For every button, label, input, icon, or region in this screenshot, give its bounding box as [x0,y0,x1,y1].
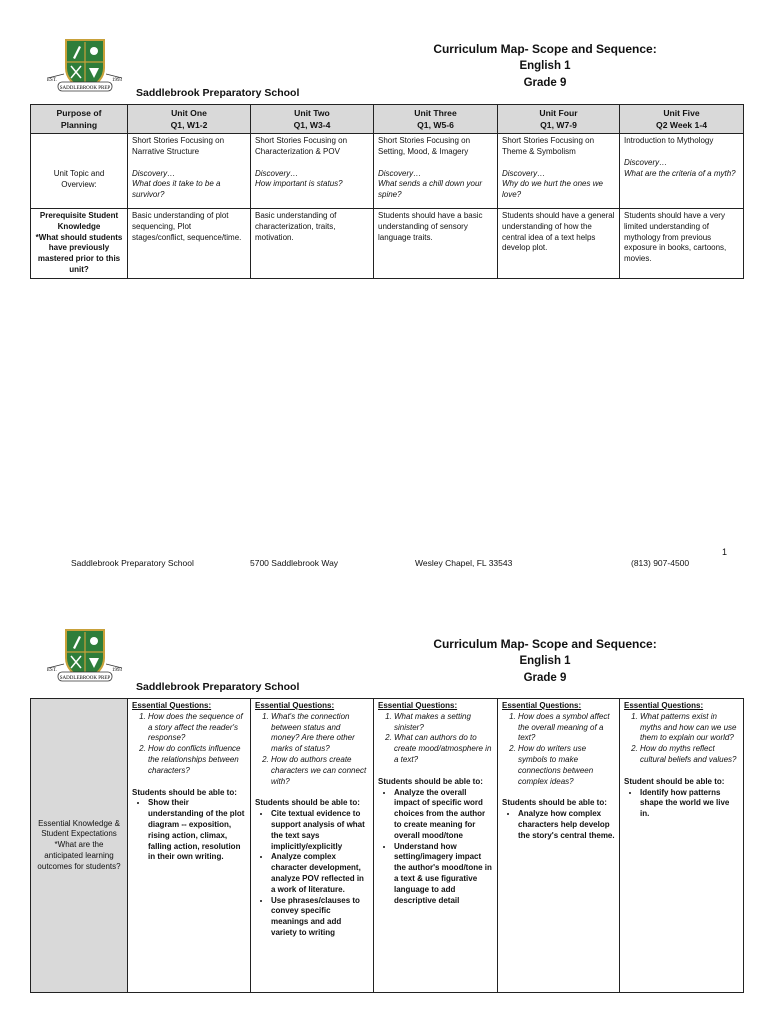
school-crest-logo [44,38,126,98]
skill-item: • Analyze the overall impact of specific word choices from the author to create meaning for overall mood/tone [394,788,493,842]
school-name: Saddlebrook Preparatory School [136,87,300,99]
header-unit: Unit One Q1, W1-2 [128,105,251,134]
curriculum-table-p2 [30,698,744,993]
title-block [400,636,690,687]
page-number: 1 [722,547,728,557]
essential-cell: Essential Questions: 1. What's the connection between status and money? Are there other marks of status? 2. How do authors create characters we can connect with? Students should be able to: • Cite textual evidence to support analysis of what the text says implicitly/explicitly • Analyze complex character development, analyze POV reflected in a work of literature. • Use phrases/clauses to convey specific meanings and add variety to writing [251,699,374,993]
course-name: English 1 [519,655,571,667]
grade-level: Grade 9 [523,77,567,89]
question-item: 1. How does the sequence of a story affect the reader's response? [148,712,246,744]
title-block [400,41,690,92]
essential-cell: Essential Questions: 1. How does the sequence of a story affect the reader's response? 2. How do conflicts influence the relationships between characters? Students should be able to: • Show their understanding of the plot diagram -- exposition, rising action, climax, falling action, resolution in their own writing. [128,699,251,993]
prereq-cell: Students should have a very limited understanding of mythology from previous exposure in books, cartoons, movies. [620,209,744,279]
logo-banner: SADDLEBROOK PREP [59,86,111,91]
unit-topic-row [31,134,744,209]
question-item: 2. What can authors do to create mood/atmosphere in a text? [394,733,493,765]
logo-banner: SADDLEBROOK PREP [59,676,111,681]
topic-cell: Introduction to Mythology Discovery… What are the criteria of a myth? [620,134,744,209]
topic-cell: Short Stories Focusing on Theme & Symbolism Discovery… Why do we hurt the ones we love? [498,134,620,209]
grade-level: Grade 9 [523,672,567,684]
essential-cell: Essential Questions: 1. What makes a setting sinister? 2. What can authors do to create mood/atmosphere in a text? Students should be able to: • Analyze the overall impact of specific word choices from the author to create meaning for overall mood/tone • Understand how setting/imagery impact the author's mood/tone in a text & use figurative language to add descriptive detail [374,699,498,993]
skill-item: • Use phrases/clauses to convey specific meanings and add variety to writing [271,896,369,939]
question-item: 1. What's the connection between status and money? Are there other marks of status? [271,712,369,755]
footer-city: Wesley Chapel, FL 33543 [415,558,513,568]
curriculum-table-p1 [30,104,744,279]
skill-item: • Show their understanding of the plot diagram -- exposition, rising action, climax, falling action, resolution in their own writing. [148,798,246,863]
skill-item: • Analyze complex character development, analyze POV reflected in a work of literature. [271,852,369,895]
question-item: 2. How do myths reflect cultural beliefs and values? [640,744,739,766]
skill-item: • Cite textual evidence to support analysis of what the text says implicitly/explicitly [271,809,369,852]
logo-year: 1993 [112,668,122,673]
question-item: 1. How does a symbol affect the overall meaning of a text? [518,712,615,744]
topic-cell: Short Stories Focusing on Characterization & POV Discovery… How important is status? [251,134,374,209]
topic-cell: Short Stories Focusing on Setting, Mood, & Imagery Discovery… What sends a chill down your spine? [374,134,498,209]
table-header-row [31,105,744,134]
prereq-cell: Students should have a basic understanding of sensory language traits. [374,209,498,279]
question-item: 2. How do authors create characters we can connect with? [271,755,369,787]
skill-item: • Analyze how complex characters help develop the story's central theme. [518,809,615,841]
skill-item: • Understand how setting/imagery impact the author's mood/tone in a text & use figurative language to add descriptive detail [394,842,493,907]
essential-row [31,699,744,993]
header-purpose: Purpose of Planning [31,105,128,134]
row-label-essential: Essential Knowledge & Student Expectations *What are the anticipated learning outcomes for students? [31,699,128,993]
prerequisite-row [31,209,744,279]
school-name: Saddlebrook Preparatory School [136,681,300,693]
row-label-prereq: Prerequisite Student Knowledge *What should students have previously mastered prior to this unit? [31,209,128,279]
logo-est: EST. [47,668,57,673]
skill-item: • Identify how patterns shape the world we live in. [640,788,739,820]
header-unit: Unit Five Q2 Week 1-4 [620,105,744,134]
document-title: Curriculum Map- Scope and Sequence: [433,42,657,56]
question-item: 2. How do conflicts influence the relationships between characters? [148,744,246,776]
topic-cell: Short Stories Focusing on Narrative Structure Discovery… What does it take to be a survivor? [128,134,251,209]
essential-cell: Essential Questions: 1. How does a symbol affect the overall meaning of a text? 2. How do writers use symbols to make connections between complex ideas? Students should be able to: • Analyze how complex characters help develop the story's central theme. [498,699,620,993]
header-unit: Unit Three Q1, W5-6 [374,105,498,134]
footer-address: 5700 Saddlebrook Way [250,558,339,568]
course-name: English 1 [519,60,571,72]
footer-school: Saddlebrook Preparatory School [71,558,194,568]
logo-year: 1993 [112,78,122,83]
prereq-cell: Basic understanding of characterization, traits, motivation. [251,209,374,279]
school-crest-logo [44,628,126,688]
question-item: 2. How do writers use symbols to make connections between complex ideas? [518,744,615,787]
question-item: 1. What patterns exist in myths and how can we use them to explain our world? [640,712,739,744]
document-title: Curriculum Map- Scope and Sequence: [433,637,657,651]
prereq-cell: Students should have a general understanding of how the central idea of a text helps develop plot. [498,209,620,279]
logo-est: EST. [47,78,57,83]
question-item: 1. What makes a setting sinister? [394,712,493,734]
prereq-cell: Basic understanding of plot sequencing, Plot stages/conflict, sequence/time. [128,209,251,279]
page-2 [0,594,768,1024]
row-label-topic: Unit Topic and Overview: [31,134,128,209]
essential-cell: Essential Questions: 1. What patterns exist in myths and how can we use them to explain our world? 2. How do myths reflect cultural beliefs and values? Student should be able to: • Identify how patterns shape the world we live in. [620,699,744,993]
footer-phone: (813) 907-4500 [631,558,690,568]
header-unit: Unit Two Q1, W3-4 [251,105,374,134]
header-unit: Unit Four Q1, W7-9 [498,105,620,134]
